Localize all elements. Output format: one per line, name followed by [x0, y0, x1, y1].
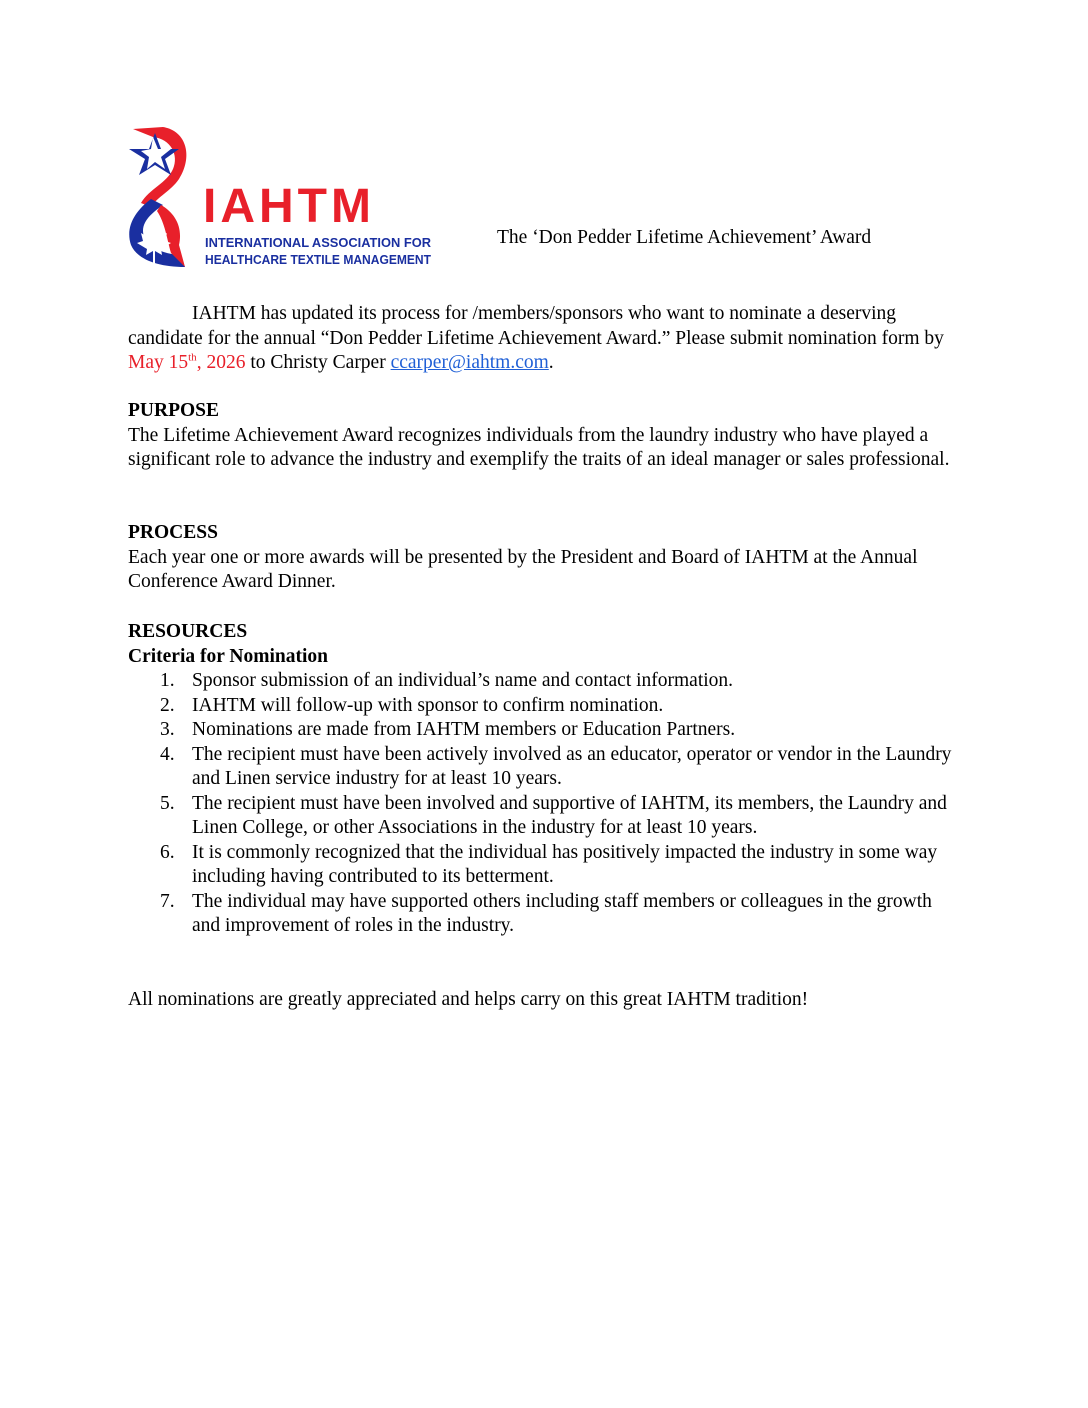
criteria-item	[128, 694, 958, 719]
resources-heading: RESOURCES	[128, 621, 248, 642]
deadline-year: , 2026	[196, 352, 246, 373]
process-section	[128, 521, 958, 595]
deadline-date	[128, 352, 245, 373]
resources-section	[128, 620, 958, 939]
logo-acronym: IAHTM	[203, 180, 375, 233]
criteria-item	[128, 743, 958, 792]
criteria-text: The recipient must have been involved and supportive of IAHTM, its members, the Laundry and Linen College, or other Associations in the industry for at least 10 years.	[192, 792, 947, 838]
criteria-number: 5.	[160, 792, 175, 814]
criteria-list	[128, 669, 958, 939]
logo-line1: INTERNATIONAL ASSOCIATION FOR	[205, 235, 432, 250]
criteria-item	[128, 669, 958, 694]
contact-email-link[interactable]: ccarper@iahtm.com	[390, 352, 549, 373]
purpose-section	[128, 399, 958, 473]
deadline-ordinal: th	[188, 351, 197, 364]
criteria-text: Sponsor submission of an individual’s name and contact information.	[192, 670, 734, 691]
intro-paragraph	[128, 302, 958, 376]
purpose-heading: PURPOSE	[128, 400, 220, 421]
criteria-item	[128, 890, 958, 939]
logo-line2: HEALTHCARE TEXTILE MANAGEMENT	[205, 252, 431, 267]
criteria-number: 2.	[160, 694, 175, 716]
criteria-item	[128, 841, 958, 890]
criteria-text: The recipient must have been actively involved as an educator, operator or vendor in the Laundry and Linen service industry for at least 10 years.	[192, 743, 952, 789]
criteria-text: The individual may have supported others including staff members or colleagues in the growth and improvement of roles in the industry.	[192, 890, 932, 936]
criteria-number: 4.	[160, 743, 175, 765]
process-heading: PROCESS	[128, 522, 218, 543]
criteria-number: 6.	[160, 841, 175, 863]
process-text: Each year one or more awards will be presented by the President and Board of IAHTM at the Annual Conference Award Dinner.	[128, 546, 918, 592]
criteria-text: IAHTM will follow-up with sponsor to confirm nomination.	[192, 694, 664, 716]
intro-end: .	[548, 352, 554, 373]
criteria-subheading: Criteria for Nomination	[128, 645, 329, 667]
criteria-text: It is commonly recognized that the individual has positively impacted the industry in some way including having contributed to its betterment.	[192, 841, 938, 887]
criteria-text: Nominations are made from IAHTM members or Education Partners.	[192, 719, 736, 740]
award-title: The ‘Don Pedder Lifetime Achievement’ Award	[497, 227, 872, 248]
intro-text: IAHTM has updated its process for /members/sponsors who want to nominate a deserving candidate for the annual “Don Pedder Lifetime Achievement Award.” Please submit nomination form by	[128, 303, 944, 349]
closing-text: All nominations are greatly appreciated and helps carry on this great IAHTM tradition!	[128, 989, 809, 1010]
iahtm-logo	[127, 127, 437, 269]
intro-contact: to Christy Carper	[245, 352, 391, 373]
criteria-number: 7.	[160, 890, 175, 912]
purpose-text: The Lifetime Achievement Award recognizes individuals from the laundry industry who have played a significant role to advance the industry and exemplify the traits of an ideal manager or sales professional.	[128, 424, 950, 470]
criteria-number: 3.	[160, 719, 175, 740]
criteria-number: 1.	[160, 670, 175, 691]
deadline-day: May 15	[128, 352, 189, 373]
criteria-item	[128, 718, 958, 743]
criteria-item	[128, 792, 958, 841]
